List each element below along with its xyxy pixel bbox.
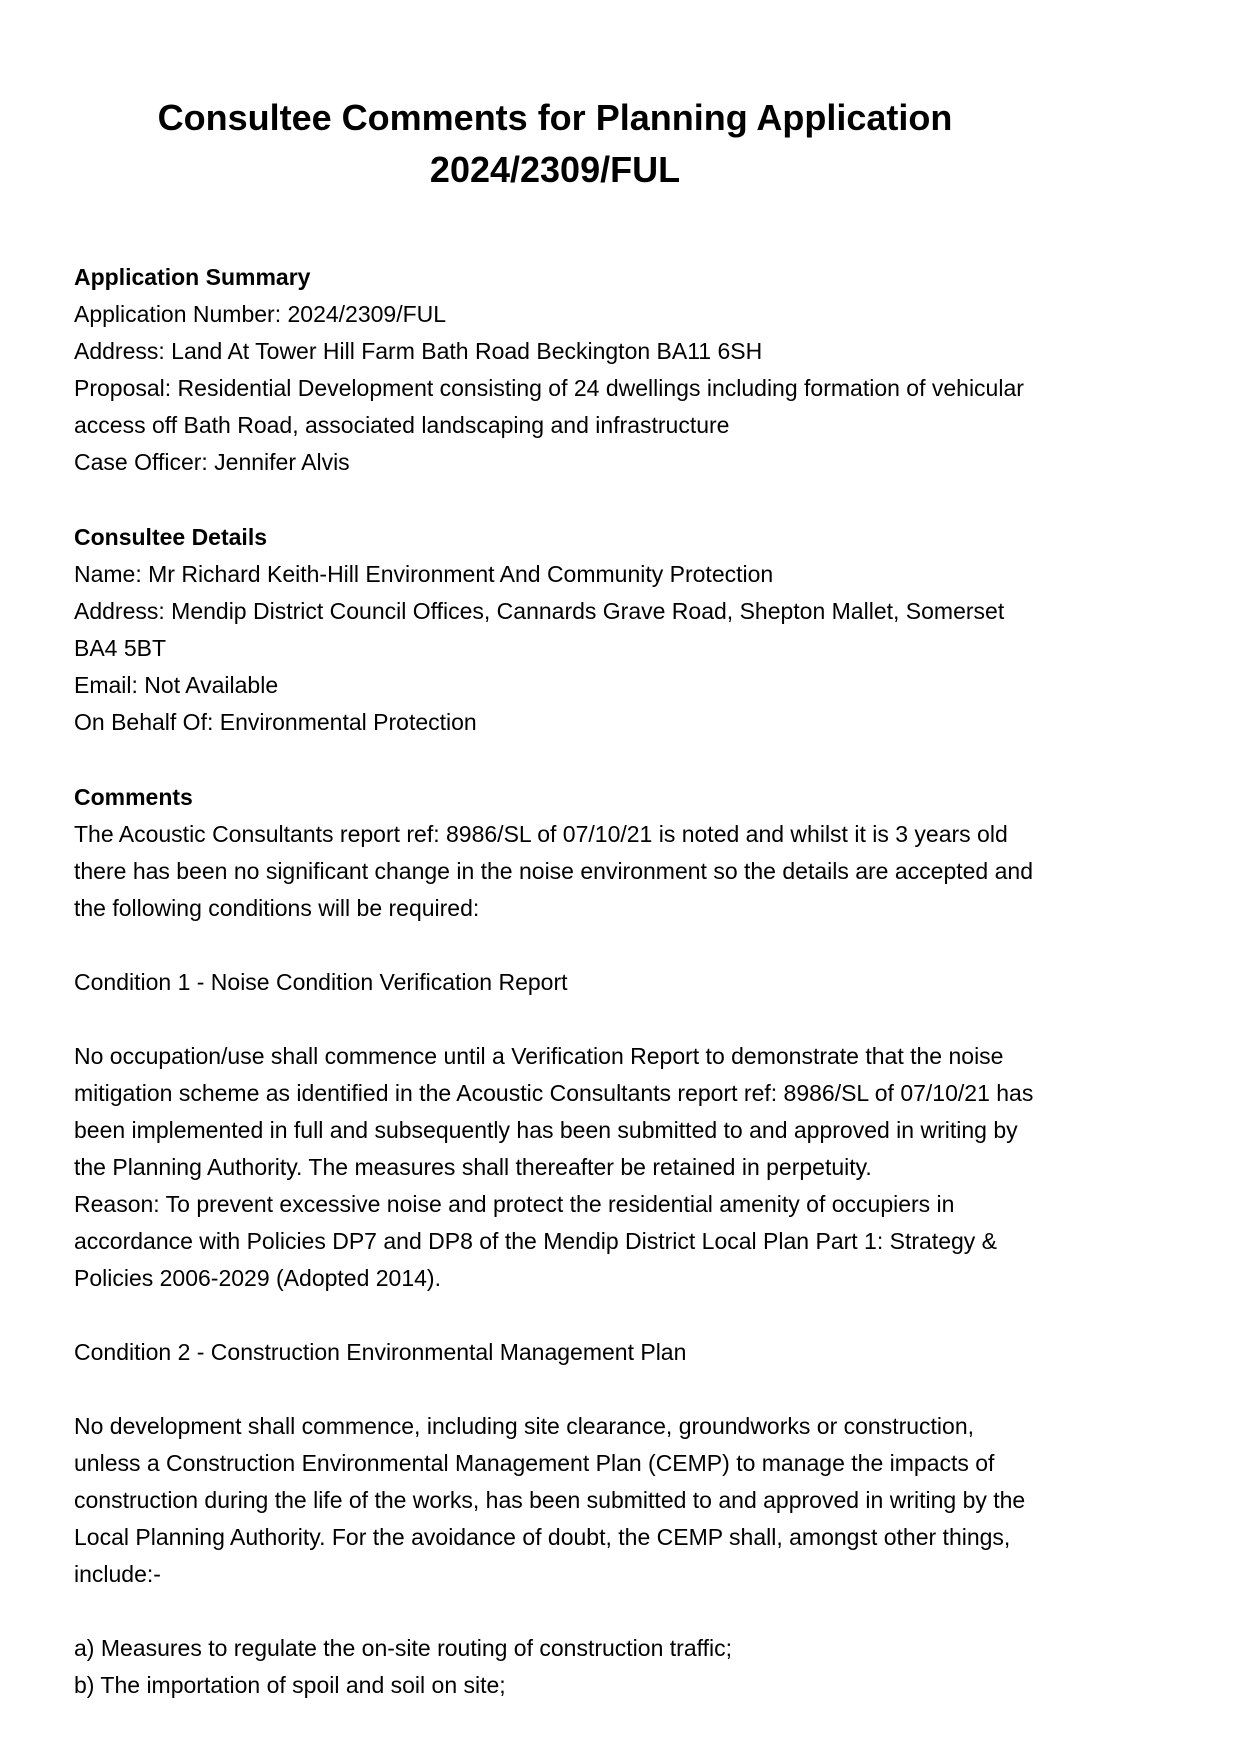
page-title-line1: Consultee Comments for Planning Application [157,97,953,138]
consultee-details-heading: Consultee Details [74,524,267,550]
cemp-item-b: b) The importation of spoil and soil on site; [74,1672,506,1698]
consultee-address-line: Address: Mendip District Council Offices, Cannards Grave Road, Shepton Mallet, Somerset BA4 5BT [74,598,1005,661]
application-summary-heading: Application Summary [74,264,311,290]
consultee-details-section [74,519,1036,741]
condition-2-title: Condition 2 - Construction Environmental Management Plan [74,1339,687,1365]
on-behalf-of-line: On Behalf Of: Environmental Protection [74,709,477,735]
comments-section [74,779,1036,1704]
comments-intro-paragraph: The Acoustic Consultants report ref: 8986/SL of 07/10/21 is noted and whilst it is 3 years old there has been no significant change in the noise environment so the details are accepted and the following conditions will be required: [74,821,1033,921]
cemp-item-a: a) Measures to regulate the on-site routing of construction traffic; [74,1635,732,1661]
comments-heading: Comments [74,784,193,810]
application-summary-section [74,259,1036,481]
condition-1-reason: Reason: To prevent excessive noise and protect the residential amenity of occupiers in accordance with Policies DP7 and DP8 of the Mendip District Local Plan Part 1: Strategy & Policies 2006-2029 (Adopted 2014). [74,1191,998,1291]
consultee-name-line: Name: Mr Richard Keith-Hill Environment And Community Protection [74,561,774,587]
site-address-line: Address: Land At Tower Hill Farm Bath Road Beckington BA11 6SH [74,338,763,364]
page-title-line2: 2024/2309/FUL [429,149,681,190]
application-number-line: Application Number: 2024/2309/FUL [74,301,447,327]
condition-1-body: No occupation/use shall commence until a Verification Report to demonstrate that the noise mitigation scheme as identified in the Acoustic Consultants report ref: 8986/SL of 07/10/21 has been implemented in full and subsequently has been submitted to and approved in writing by the Planning Authority. The measures shall thereafter be retained in perpetuity. [74,1043,1034,1180]
page-title [74,92,1036,196]
case-officer-line: Case Officer: Jennifer Alvis [74,449,350,475]
condition-2-body: No development shall commence, including site clearance, groundworks or construction, unless a Construction Environmental Management Plan (CEMP) to manage the impacts of construction during the life of the works, has been submitted to and approved in writing by the Local Planning Authority. For the avoidance of doubt, the CEMP shall, amongst other things, include:- [74,1413,1026,1587]
proposal-line: Proposal: Residential Development consisting of 24 dwellings including formation of vehicular access off Bath Road, associated landscaping and infrastructure [74,375,1024,438]
consultee-email-line: Email: Not Available [74,672,279,698]
condition-1-title: Condition 1 - Noise Condition Verification Report [74,969,568,995]
